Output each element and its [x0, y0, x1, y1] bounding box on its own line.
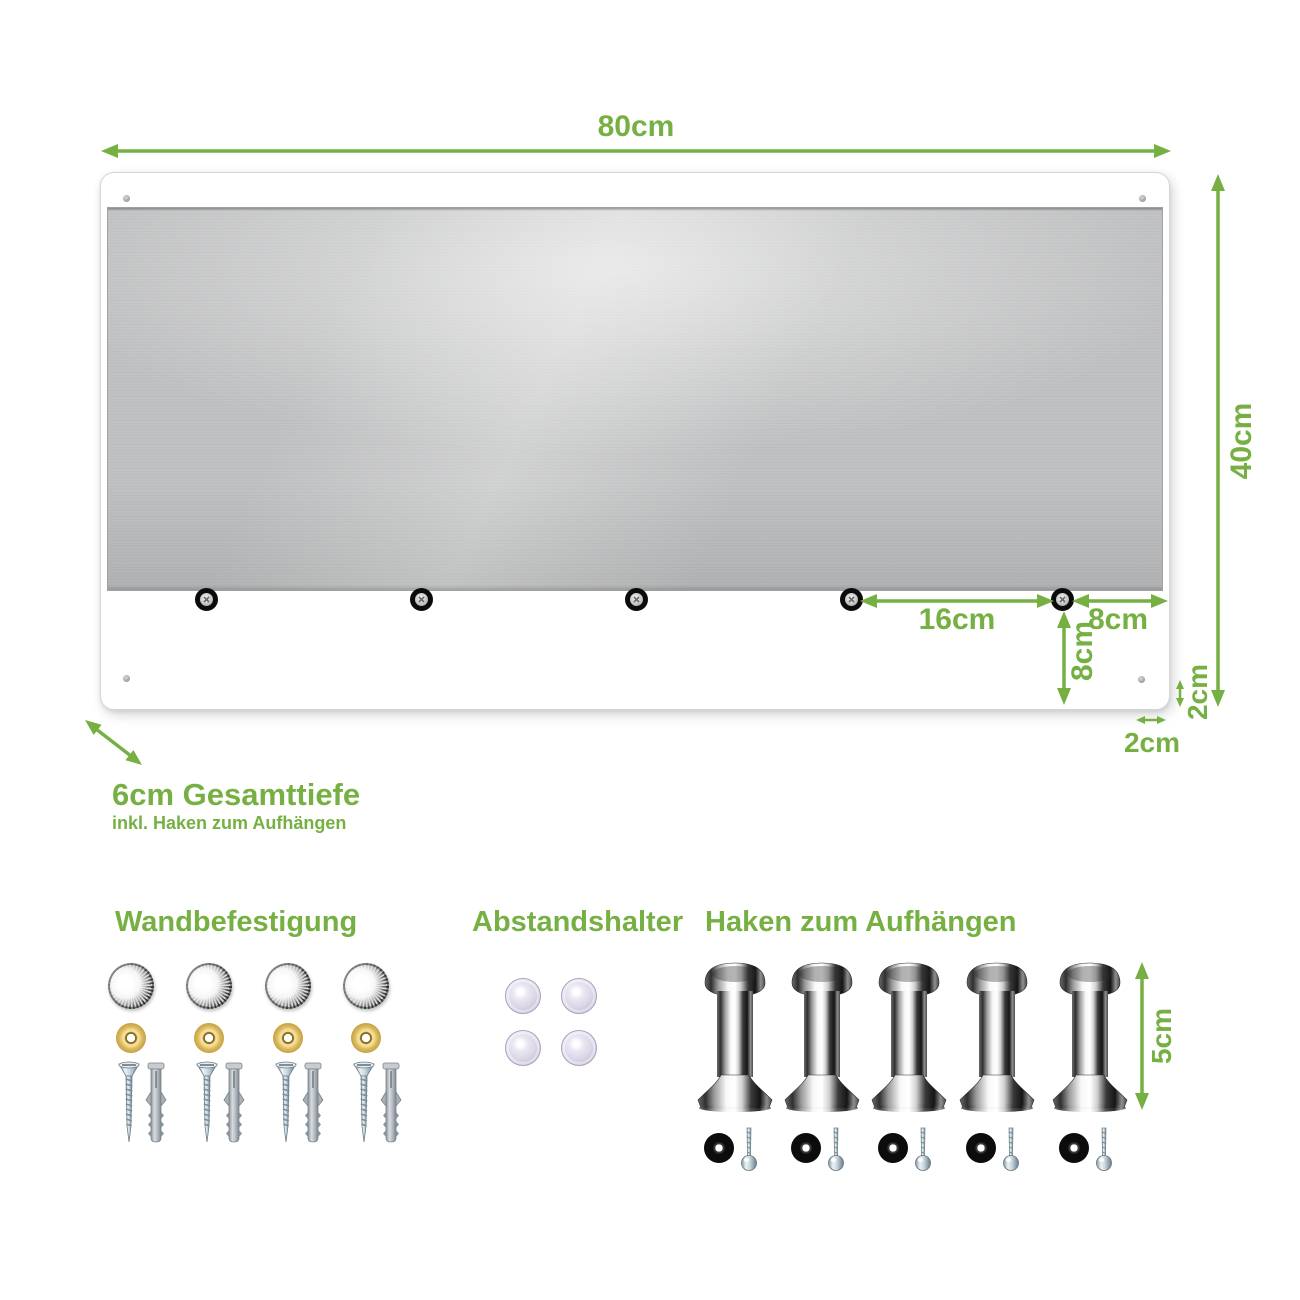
spacer-section-title: Abstandshalter	[472, 906, 684, 938]
hook-screw-4	[1002, 1126, 1020, 1172]
hook-spacing-label: 16cm	[918, 603, 996, 636]
chrome-hook-2	[782, 961, 862, 1113]
corner-hole-bottom-left	[123, 675, 130, 682]
wall-screw-3	[274, 1060, 298, 1144]
hook-washer-1	[704, 1133, 734, 1163]
spacer-3	[505, 1030, 541, 1066]
panel-hook-mount-3	[625, 588, 648, 611]
panel-hook-mount-2	[410, 588, 433, 611]
depth-arrow	[82, 717, 146, 769]
hook-washer-3	[878, 1133, 908, 1163]
wall-dowel-2	[223, 1062, 245, 1144]
chrome-hook-3	[869, 961, 949, 1113]
hook-screw-2	[827, 1126, 845, 1172]
height-dimension-label: 40cm	[1225, 402, 1258, 480]
chrome-hook-1	[695, 961, 775, 1113]
wall-screw-1	[117, 1060, 141, 1144]
hook-screw-3	[914, 1126, 932, 1172]
screw-cross-icon	[631, 594, 642, 605]
hook-to-bottom-label: 8cm	[1066, 620, 1099, 682]
spacer-2	[561, 978, 597, 1014]
chrome-cap-4	[343, 963, 389, 1009]
panel-hook-mount-1	[195, 588, 218, 611]
chrome-cap-2	[186, 963, 232, 1009]
width-dimension-label: 80cm	[597, 110, 675, 143]
hook-screw-5	[1095, 1126, 1113, 1172]
hole-offset-horizontal-label: 2cm	[1123, 727, 1181, 758]
wall-screw-4	[352, 1060, 376, 1144]
gold-washer-3	[273, 1023, 303, 1053]
wall-dowel-3	[302, 1062, 324, 1144]
gold-washer-1	[116, 1023, 146, 1053]
wall-mount-section-title: Wandbefestigung	[115, 906, 358, 938]
hook-washer-2	[791, 1133, 821, 1163]
panel-hook-mount-5	[1051, 588, 1074, 611]
corner-hole-bottom-right	[1138, 676, 1145, 683]
screw-cross-icon	[1057, 594, 1068, 605]
hole-offset-vertical-label: 2cm	[1182, 663, 1213, 721]
corner-hole-top-right	[1139, 195, 1146, 202]
spacer-4	[561, 1030, 597, 1066]
wall-dowel-1	[145, 1062, 167, 1144]
wall-screw-2	[195, 1060, 219, 1144]
corner-hole-top-left	[123, 195, 130, 202]
chrome-hook-5	[1050, 961, 1130, 1113]
depth-note: inkl. Haken zum Aufhängen	[112, 813, 347, 833]
hook-to-edge-label: 8cm	[1087, 603, 1149, 636]
height-dimension-arrow	[1210, 174, 1226, 707]
hook-height-label: 5cm	[1146, 1007, 1177, 1065]
chrome-hook-4	[957, 961, 1037, 1113]
spacer-1	[505, 978, 541, 1014]
depth-label: 6cm Gesamttiefe	[112, 777, 361, 812]
wall-dowel-4	[380, 1062, 402, 1144]
brushed-metal-surface	[107, 207, 1163, 591]
gold-washer-2	[194, 1023, 224, 1053]
hole-offset-horizontal-arrow	[1136, 714, 1166, 726]
chrome-cap-1	[108, 963, 154, 1009]
screw-cross-icon	[416, 594, 427, 605]
hook-washer-4	[966, 1133, 996, 1163]
hook-screw-1	[740, 1126, 758, 1172]
gold-washer-4	[351, 1023, 381, 1053]
hook-washer-5	[1059, 1133, 1089, 1163]
hooks-section-title: Haken zum Aufhängen	[705, 906, 1017, 938]
screw-cross-icon	[846, 594, 857, 605]
chrome-cap-3	[265, 963, 311, 1009]
width-dimension-arrow	[101, 143, 1171, 159]
screw-cross-icon	[201, 594, 212, 605]
